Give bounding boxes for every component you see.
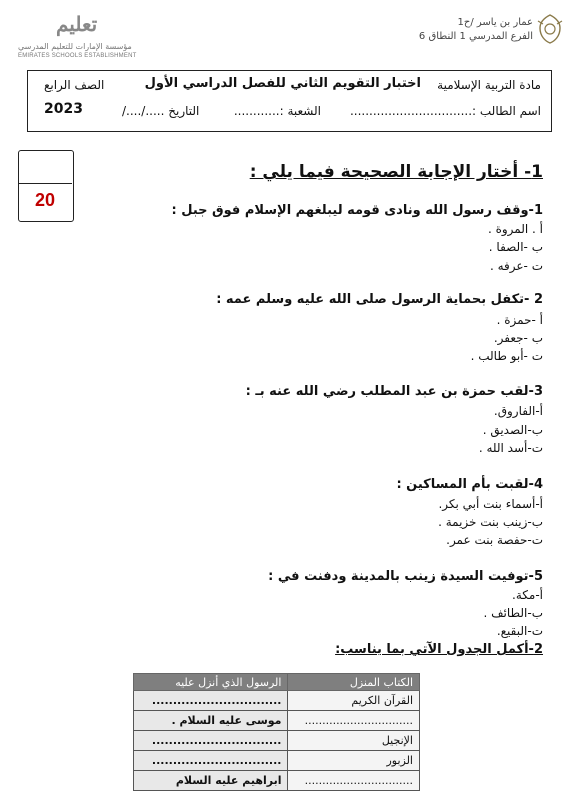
- table-header-row: [134, 674, 420, 691]
- year-label: 2023: [44, 101, 83, 117]
- logo-word: تعليم: [56, 12, 98, 36]
- q1-option-a[interactable]: أ . المروة .: [487, 222, 543, 236]
- question-3: 3-لقب حمزة بن عبد المطلب رضي الله عنه بـ :: [245, 384, 543, 399]
- table-row: [134, 711, 420, 731]
- section2-heading: 2-أكمل الجدول الآتي بما يناسب:: [335, 642, 543, 657]
- messenger-cell: موسى عليه السلام .: [134, 711, 288, 731]
- logo-subtitle-en: EMIRATES SCHOOLS ESTABLISHMENT: [18, 53, 137, 59]
- col-book-header: الكتاب المنزل: [288, 674, 420, 691]
- q4-option-b[interactable]: ب-زينب بنت خزيمة .: [438, 515, 543, 529]
- books-table: [133, 673, 420, 791]
- q5-option-a[interactable]: أ-مكة.: [512, 588, 543, 602]
- grade-label: الصف الرابع: [44, 78, 105, 92]
- section1-heading: 1- أختار الإجابة الصحيحة فيما يلي :: [249, 162, 543, 182]
- table-row: [134, 751, 420, 771]
- book-cell: القرآن الكريم: [288, 691, 420, 711]
- question-1: 1-وقف رسول الله ونادى قومه ليبلغهم الإسلام فوق جبل :: [171, 203, 543, 218]
- section-field[interactable]: الشعبة :............: [233, 104, 321, 118]
- student-name-field[interactable]: اسم الطالب :................................: [349, 104, 541, 118]
- table-row: [134, 731, 420, 751]
- q5-option-b[interactable]: ب-الطائف .: [483, 606, 543, 620]
- messenger-cell[interactable]: ...............................: [134, 751, 288, 771]
- book-cell[interactable]: ...............................: [288, 771, 420, 791]
- exam-title: اختبار التقويم الثاني للفصل الدراسي الأول: [144, 76, 421, 91]
- question-4: 4-لقبت بأم المساكين :: [396, 477, 543, 492]
- q4-option-a[interactable]: أ-أسماء بنت أبي بكر.: [438, 497, 543, 511]
- date-field[interactable]: التاريخ ...../..../: [122, 104, 200, 118]
- q2-option-b[interactable]: ب -جعفر.: [493, 331, 543, 345]
- question-5: 5-توفيت السيدة زينب بالمدينة ودفنت في :: [268, 569, 543, 584]
- table-row: [134, 771, 420, 791]
- q3-option-c[interactable]: ت-أسد الله .: [478, 441, 543, 455]
- book-cell[interactable]: ...............................: [288, 711, 420, 731]
- question-2: 2 -تكفل بحماية الرسول صلى الله عليه وسلم عمه :: [216, 292, 543, 307]
- q1-option-c[interactable]: ت -عرفه .: [489, 259, 543, 273]
- school-line-1: عمار بن ياسر /ح1: [457, 17, 533, 28]
- messenger-cell: ابراهيم عليه السلام: [134, 771, 288, 791]
- q3-option-a[interactable]: أ-الفاروق.: [493, 404, 543, 418]
- score-total: 20: [34, 190, 56, 210]
- q5-option-c[interactable]: ت-البقيع.: [496, 624, 543, 638]
- school-line-2: الفرع المدرسي 1 النطاق 6: [418, 31, 533, 42]
- col-messenger-header: الرسول الذي أنزل عليه: [134, 674, 288, 691]
- q4-option-c[interactable]: ت-حفصة بنت عمر.: [446, 533, 543, 547]
- q2-option-c[interactable]: ت -أبو طالب .: [470, 349, 543, 363]
- q1-option-b[interactable]: ب -الصفا .: [488, 240, 543, 254]
- uae-emblem-icon: [535, 12, 565, 46]
- score-divider: [18, 183, 72, 184]
- messenger-cell[interactable]: ...............................: [134, 691, 288, 711]
- messenger-cell[interactable]: ...............................: [134, 731, 288, 751]
- book-cell: الزبور: [288, 751, 420, 771]
- q2-option-a[interactable]: أ -حمزة .: [496, 313, 543, 327]
- q3-option-b[interactable]: ب-الصديق .: [482, 423, 543, 437]
- logo-subtitle-ar: مؤسسة الإمارات للتعليم المدرسي: [18, 42, 132, 51]
- score-box: [18, 150, 74, 222]
- book-cell: الإنجيل: [288, 731, 420, 751]
- subject-label: مادة التربية الإسلامية: [437, 78, 541, 92]
- table-row: [134, 691, 420, 711]
- school-info: [353, 16, 533, 44]
